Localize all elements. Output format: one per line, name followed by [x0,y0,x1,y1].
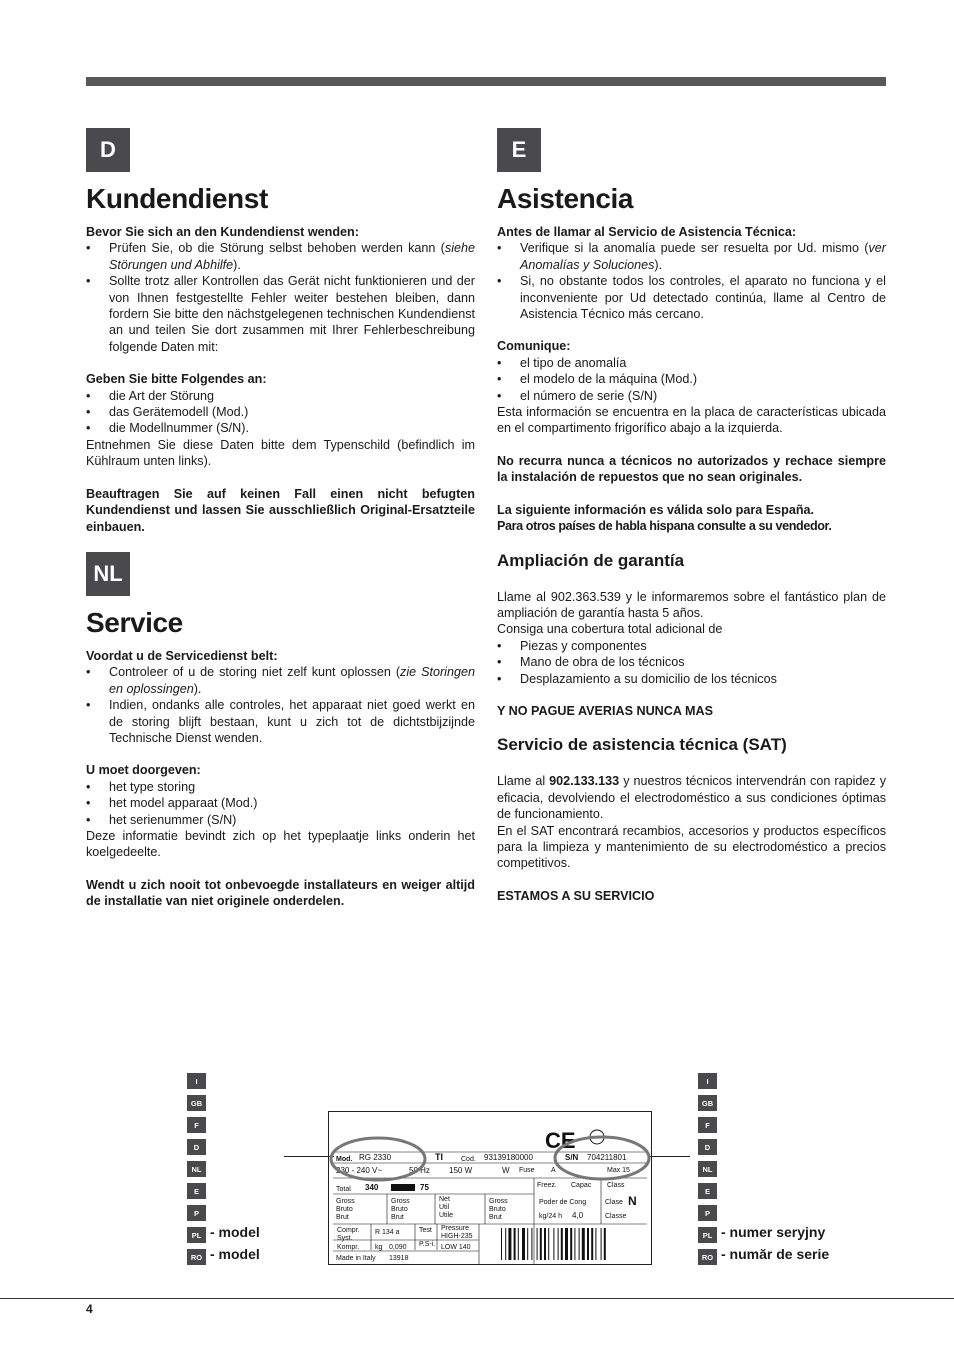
language-tag: GB [187,1095,206,1111]
mod-label: Mod. [336,1156,353,1163]
rating-plate-graphic [329,1112,651,1264]
list-item: • Indien, ondanks alle controles, het apparaat niet goed werkt en de storing blijft bestaan, kunt u zich tot de dichtstbijzijnde Technische Dienst wenden. [86,697,475,746]
sn-label: S/N [565,1153,579,1162]
model-label: - model [210,1224,260,1240]
net: Net [439,1196,450,1203]
svg-text:Brut: Brut [489,1214,502,1221]
language-tag: NL [698,1161,717,1177]
left-column [86,128,475,910]
page-number: 4 [86,1302,93,1316]
comm-heading: Comunique: [497,339,571,354]
svg-text:Brut: Brut [336,1214,349,1221]
list-item: • het model apparaat (Mod.) [86,795,475,811]
list-item: • Controleer of u de storing niet zelf kunt oplossen (zie Storingen en oplossingen). [86,664,475,697]
max: Max 15 [607,1167,630,1174]
before-list [497,240,886,322]
compr: Compr. [337,1227,360,1234]
class-value: N [628,1194,637,1208]
language-badge-d: D [86,128,130,172]
language-tag: I [698,1073,717,1089]
language-tag: D [187,1139,206,1155]
model-pointer-line [284,1156,334,1157]
list-item: • Si, no obstante todos los controles, el aparato no funciona y el inconveniente por Ud detectado continúa, llame al Centro de Asistencia Técnico más cercano. [497,273,886,322]
kg-value: 0,090 [389,1244,407,1251]
cod-value: 93139180000 [484,1153,533,1162]
give-heading: Geben Sie bitte Folgendes an: [86,372,267,387]
serial-label: - numer seryjny [721,1224,826,1240]
gross3: Gross [489,1198,508,1205]
mod-value: RG 2330 [359,1153,392,1162]
svg-text:Utile: Utile [439,1212,454,1219]
svg-text:Bruto: Bruto [336,1206,353,1213]
list-item: • Prüfen Sie, ob die Störung selbst behoben werden kann (siehe Störungen und Abhilfe). [86,240,475,273]
low: LOW 140 [441,1244,471,1251]
cod-label: Cod. [461,1156,476,1163]
give-heading: U moet doorgeven: [86,763,201,778]
list-item: • het serienummer (S/N) [86,812,475,828]
voltage: 230 - 240 V~ [336,1166,383,1175]
language-badge-nl: NL [86,552,130,596]
before-heading: Antes de llamar al Servicio de Asistencia Técnica: [497,225,797,239]
class-lbl: Class [607,1182,625,1189]
garantia-title: Ampliación de garantía [497,550,685,570]
section-title-kundendienst: Kundendienst [86,183,268,214]
give-note: Deze informatie bevindt zich op het typeplaatje links onderin het koelgedeelte. [86,828,475,860]
capac: Capac [571,1182,592,1189]
psi: P.S-i. [419,1241,436,1248]
freez: Freez. [537,1182,557,1189]
barcode-icon [501,1228,606,1260]
warning-text: Wendt u zich nooit tot onbevoegde installateurs en weiger altijd de installatie van niet originele onderdelen. [86,877,475,909]
list-item: • el modelo de la máquina (Mod.) [497,371,886,387]
no-pague-text: Y NO PAGUE AVERIAS NUNCA MAS [497,703,713,718]
gross1: Gross [336,1198,355,1205]
ce-mark-icon: CE [545,1128,576,1153]
estamos-text: ESTAMOS A SU SERVICIO [497,888,655,903]
language-tag: RO [698,1249,717,1265]
language-tag: P [187,1205,206,1221]
watt: 150 W [449,1166,473,1175]
list-item: • Mano de obra de los técnicos [497,654,886,670]
list-item: • die Art der Störung [86,388,475,404]
list-item: • el tipo de anomalía [497,355,886,371]
svg-text:Bruto: Bruto [391,1206,408,1213]
language-tag: E [187,1183,206,1199]
w2: W [502,1166,510,1175]
high: HIGH-235 [441,1233,473,1240]
classe: Classe [605,1213,627,1220]
pressure: Pressure [441,1225,470,1232]
kg24: kg/24 h [539,1213,562,1220]
sat-text-2: En el SAT encontrará recambios, accesorios y productos específicos para la limpieza y mantenimiento de su electrodoméstico a precios competitivos. [497,823,886,871]
kompr: Kompr. [337,1244,360,1251]
total-label: Total [336,1186,351,1193]
warning-text: Beauftragen Sie auf keinen Fall einen nicht befugten Kundendienst und lassen Sie ausschließlich Original-Ersatzteile einbauen. [86,486,475,534]
serial-pointer-line [648,1156,690,1157]
language-tag: GB [698,1095,717,1111]
language-tag: F [187,1117,206,1133]
language-tag: E [698,1183,717,1199]
amp: A [551,1167,556,1174]
model-label: - model [210,1246,260,1262]
svg-text:Util: Util [439,1204,450,1211]
list-item: • het type storing [86,779,475,795]
kg-label: kg [375,1244,383,1251]
total-75: 75 [420,1183,429,1192]
svg-text:Bruto: Bruto [489,1206,506,1213]
language-tag: F [698,1117,717,1133]
right-column [497,128,886,904]
garantia-list [497,638,886,687]
language-tag: P [698,1205,717,1221]
comm-list [497,355,886,404]
other-countries-note: Para otros países de habla hispana consulte a su vendedor. [497,519,832,534]
hz: 50 Hz [409,1166,430,1175]
sn-value: 704211801 [587,1153,627,1162]
before-heading: Voordat u de Servicedienst belt: [86,648,278,663]
top-rule [86,77,886,86]
garantia-coverage: Consiga una cobertura total adicional de [497,622,723,637]
svg-text:Syst.: Syst. [337,1235,353,1242]
language-tag: I [187,1073,206,1089]
garantia-text: Llame al 902.363.539 y le informaremos sobre el fantástico plan de ampliación de garantía hasta 5 años. [497,589,886,620]
language-tag: D [698,1139,717,1155]
language-tag: PL [187,1227,206,1243]
give-note: Entnehmen Sie diese Daten bitte dem Typenschild (befindlich im Kühlraum unten links). [86,437,475,469]
give-list [86,779,475,828]
list-item: • die Modellnummer (S/N). [86,420,475,436]
made-in: Made in Italy [336,1255,376,1262]
list-item: • Sollte trotz aller Kontrollen das Gerät nicht funktionieren und der von Ihnen festgestellte Fehler weiter bestehen bleiben, dann fordern Sie bitte den nächstgelegenen technischen Kundendienst an und teilen Sie dort zusammen mit Ihrer Fehlerbeschreibung folgende Daten mit: [86,273,475,355]
test: Test [419,1227,432,1234]
section-title-asistencia: Asistencia [497,183,634,214]
warning-text: No recurra nunca a técnicos no autorizados y rechace siempre la instalación de repuestos que no sean originales. [497,453,886,485]
clase: Clase [605,1199,623,1206]
list-item: • Verifique si la anomalía puede ser resuelta por Ud. mismo (ver Anomalías y Soluciones). [497,240,886,273]
poder: Poder de Cong [539,1199,587,1206]
language-tag: RO [187,1249,206,1265]
sat-text: Llame al 902.133.133 y nuestros técnicos intervendrán con rapidez y eficacia, devolviendo el electrodoméstico a sus condiciones óptimas de funcionamiento. [497,774,886,822]
svg-text:Brut: Brut [391,1214,404,1221]
section-title-service: Service [86,606,183,638]
kg24-value: 4,0 [572,1211,584,1220]
refrig: R 134 a [375,1229,400,1236]
total-value: 340 [365,1183,379,1192]
sat-title: Servicio de asistencia técnica (SAT) [497,735,787,755]
list-item: • Piezas y componentes [497,638,886,654]
made-code: 13918 [389,1255,409,1262]
serial-label: - număr de serie [721,1246,830,1262]
t-label: TI [435,1152,443,1162]
language-tag: PL [698,1227,717,1243]
language-badge-e: E [497,128,541,172]
spain-note: La siguiente información es válida solo para España. [497,502,815,517]
before-list [86,664,475,746]
rating-plate [328,1111,652,1265]
fuse: Fuse [519,1167,535,1174]
comm-note: Esta información se encuentra en la placa de características ubicada en el compartimento frigorífico abajo a la izquierda. [497,405,886,436]
gross2: Gross [391,1198,410,1205]
give-list [86,388,475,437]
list-item: • das Gerätemodell (Mod.) [86,404,475,420]
bottom-rule [0,1298,954,1299]
language-tag: NL [187,1161,206,1177]
before-list [86,240,475,355]
list-item: • Desplazamiento a su domicilio de los técnicos [497,671,886,687]
before-heading: Bevor Sie sich an den Kundendienst wenden: [86,225,359,239]
list-item: • el número de serie (S/N) [497,388,886,404]
